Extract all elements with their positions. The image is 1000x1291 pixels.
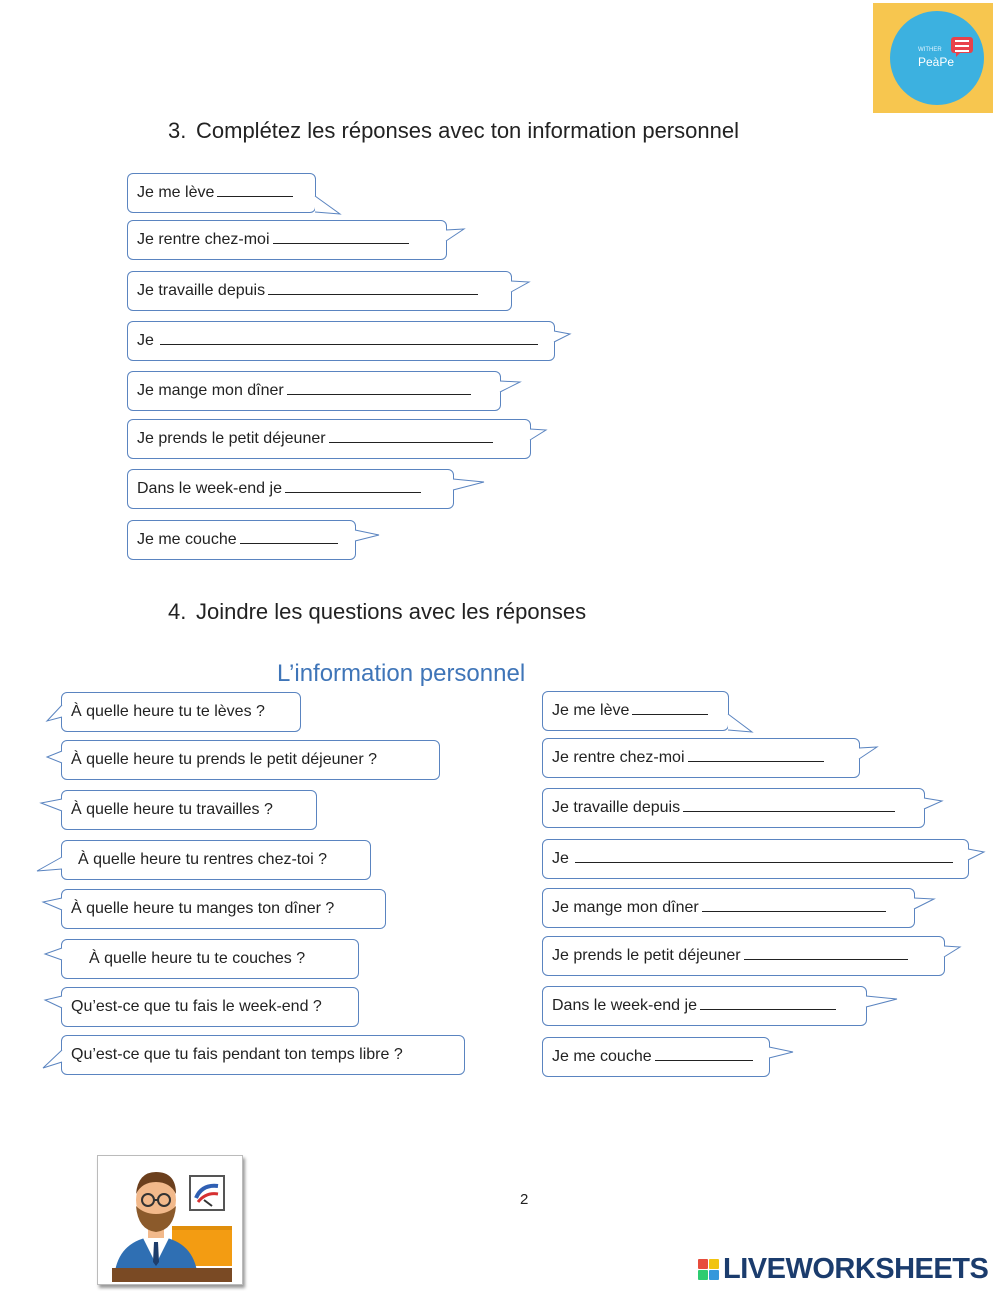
- s3-bubble-1[interactable]: [127, 173, 316, 213]
- speech-tail: [859, 743, 883, 765]
- question-bubble-6[interactable]: [61, 939, 359, 979]
- speech-tail: [42, 894, 63, 918]
- answer-label: Je me couche: [552, 1048, 652, 1065]
- question-label: À quelle heure tu te lèves ?: [71, 703, 265, 720]
- speech-tail: [355, 525, 385, 547]
- section4-heading: [168, 599, 586, 625]
- speech-tail: [36, 853, 63, 877]
- section4-subtitle: L’information personnel: [277, 660, 526, 687]
- brand-grid-icon: [698, 1259, 719, 1280]
- question-bubble-5[interactable]: [61, 889, 386, 929]
- peape-logo: [873, 3, 993, 113]
- speech-tail: [944, 941, 968, 963]
- logo-circle: [890, 11, 984, 105]
- speech-tail: [769, 1042, 799, 1064]
- s3-bubble-3[interactable]: [127, 271, 512, 311]
- answer-blank[interactable]: [160, 332, 538, 345]
- answer-label: Je rentre chez-moi: [552, 749, 685, 766]
- speech-tail: [500, 376, 524, 398]
- s3-bubble-6[interactable]: [127, 419, 531, 459]
- answer-bubble-3[interactable]: [542, 788, 925, 828]
- answer-bubble-1[interactable]: [542, 691, 729, 731]
- question-bubble-7[interactable]: [61, 987, 359, 1027]
- s3-bubble-label: Dans le week-end je: [137, 480, 282, 497]
- answer-blank[interactable]: [217, 184, 293, 197]
- s3-bubble-label: Je prends le petit déjeuner: [137, 430, 326, 447]
- answer-bubble-4[interactable]: [542, 839, 969, 879]
- question-bubble-1[interactable]: [61, 692, 301, 732]
- s3-bubble-7[interactable]: [127, 469, 454, 509]
- answer-bubble-6[interactable]: [542, 936, 945, 976]
- section3-number: 3.: [168, 118, 187, 143]
- speech-tail: [968, 844, 992, 866]
- question-bubble-8[interactable]: [61, 1035, 465, 1075]
- speech-tail: [44, 944, 63, 968]
- answer-blank[interactable]: [285, 480, 421, 493]
- question-label: À quelle heure tu te couches ?: [89, 950, 306, 967]
- speech-tail: [453, 474, 489, 496]
- question-label: Qu’est-ce que tu fais le week-end ?: [71, 998, 322, 1015]
- speech-tail: [42, 1046, 63, 1074]
- question-label: À quelle heure tu manges ton dîner ?: [71, 900, 335, 917]
- section4-number: 4.: [168, 599, 187, 624]
- question-bubble-4[interactable]: [61, 840, 371, 880]
- speech-tail: [866, 991, 902, 1013]
- chat-bubble-icon: [951, 37, 973, 53]
- speech-tail: [728, 710, 758, 736]
- section3-title: Complétez les réponses avec ton information personnel: [196, 118, 739, 143]
- answer-blank[interactable]: [655, 1048, 753, 1061]
- question-bubble-2[interactable]: [61, 740, 440, 780]
- page-number: 2: [520, 1191, 529, 1208]
- answer-bubble-5[interactable]: [542, 888, 915, 928]
- speech-tail: [315, 192, 345, 218]
- answer-bubble-8[interactable]: [542, 1037, 770, 1077]
- speech-tail: [46, 747, 63, 771]
- answer-blank[interactable]: [632, 702, 708, 715]
- answer-blank[interactable]: [329, 430, 493, 443]
- s3-bubble-5[interactable]: [127, 371, 501, 411]
- answer-blank[interactable]: [268, 282, 478, 295]
- answer-blank[interactable]: [575, 850, 953, 863]
- answer-label: Je: [552, 850, 569, 867]
- teacher-illustration: [97, 1155, 243, 1285]
- logo-small-text: WITHER: [918, 47, 942, 53]
- s3-bubble-2[interactable]: [127, 220, 447, 260]
- answer-blank[interactable]: [744, 947, 908, 960]
- s3-bubble-label: Je rentre chez-moi: [137, 231, 270, 248]
- answer-bubble-2[interactable]: [542, 738, 860, 778]
- answer-blank[interactable]: [700, 997, 836, 1010]
- speech-tail: [554, 326, 578, 348]
- s3-bubble-label: Je me couche: [137, 531, 237, 548]
- answer-label: Je prends le petit déjeuner: [552, 947, 741, 964]
- answer-label: Je travaille depuis: [552, 799, 681, 816]
- question-bubble-3[interactable]: [61, 790, 317, 830]
- speech-tail: [46, 703, 63, 727]
- speech-tail: [511, 276, 535, 298]
- s3-bubble-label: Je mange mon dîner: [137, 382, 284, 399]
- answer-blank[interactable]: [688, 749, 824, 762]
- answer-label: Je me lève: [552, 702, 630, 719]
- speech-tail: [44, 992, 63, 1016]
- s3-bubble-4[interactable]: [127, 321, 555, 361]
- speech-tail: [530, 424, 554, 446]
- speech-tail: [40, 795, 63, 819]
- brand-text: LIVEWORKSHEETS: [723, 1252, 989, 1285]
- s3-bubble-label: Je: [137, 332, 154, 349]
- teacher-icon: [98, 1156, 242, 1284]
- answer-label: Je mange mon dîner: [552, 899, 699, 916]
- section4-title: Joindre les questions avec les réponses: [196, 599, 587, 624]
- answer-blank[interactable]: [240, 531, 338, 544]
- question-label: Qu’est-ce que tu fais pendant ton temps libre ?: [71, 1046, 403, 1063]
- answer-blank[interactable]: [273, 231, 409, 244]
- speech-tail: [914, 893, 938, 915]
- question-label: À quelle heure tu prends le petit déjeuner ?: [71, 751, 377, 768]
- question-label: À quelle heure tu travailles ?: [71, 801, 273, 818]
- speech-tail: [924, 793, 948, 815]
- answer-blank[interactable]: [683, 799, 895, 812]
- answer-blank[interactable]: [287, 382, 471, 395]
- answer-blank[interactable]: [702, 899, 886, 912]
- s3-bubble-label: Je travaille depuis: [137, 282, 266, 299]
- answer-label: Dans le week-end je: [552, 997, 697, 1014]
- s3-bubble-8[interactable]: [127, 520, 356, 560]
- section3-heading: [168, 118, 739, 144]
- question-label: À quelle heure tu rentres chez-toi ?: [78, 851, 328, 868]
- answer-bubble-7[interactable]: [542, 986, 867, 1026]
- logo-text: PeàPe: [918, 55, 955, 69]
- s3-bubble-label: Je me lève: [137, 184, 215, 201]
- speech-tail: [446, 225, 470, 247]
- liveworksheets-logo: [698, 1252, 988, 1286]
